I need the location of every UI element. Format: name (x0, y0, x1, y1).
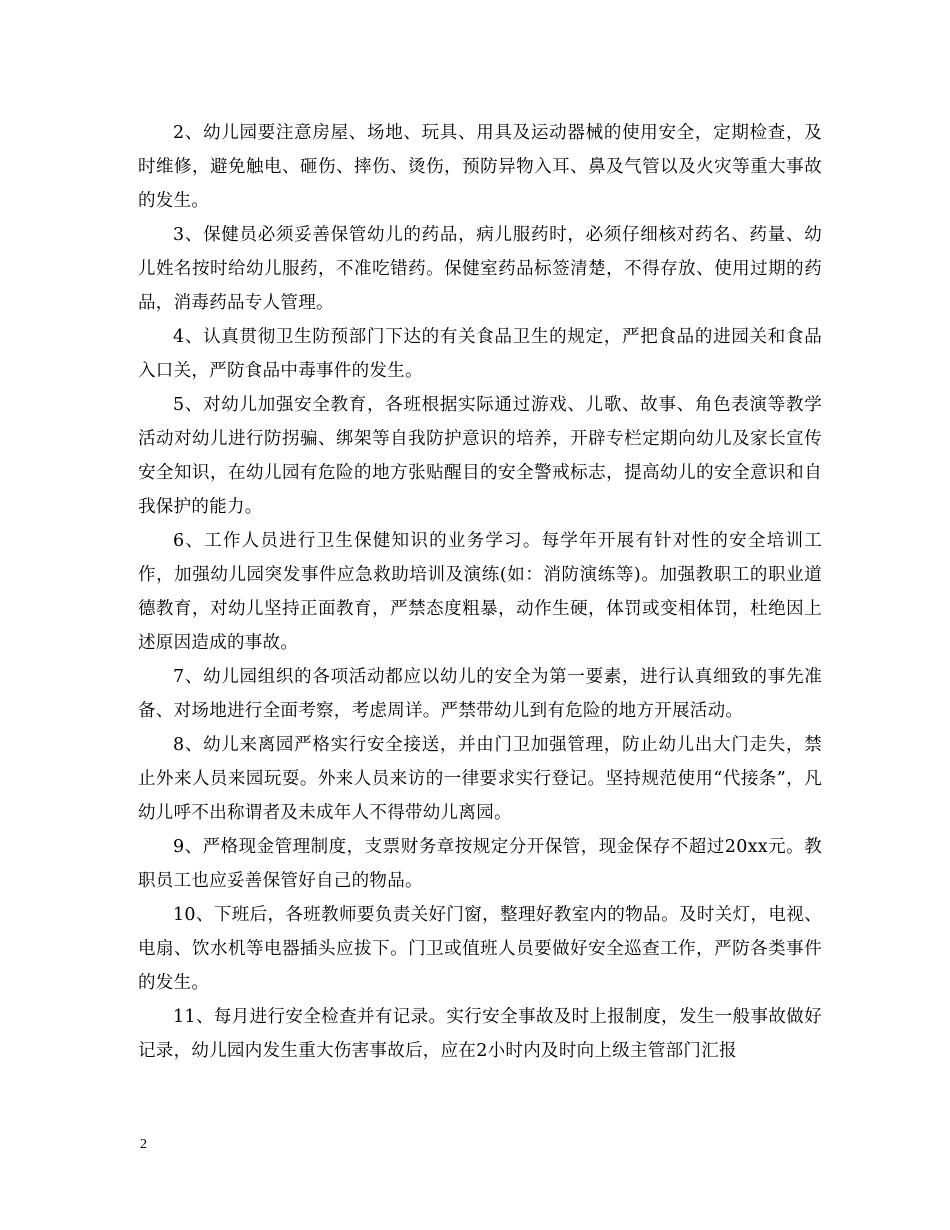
document-body (138, 116, 822, 1068)
page-number: 2 (140, 1137, 147, 1152)
paragraph-item-11: 11、每月进行安全检查并有记录。实行安全事故及时上报制度，发生一般事故做好记录，幼儿园内发生重大伤害事故后，应在2小时内及时向上级主管部门汇报 (138, 1007, 822, 1061)
paragraph-item-7: 7、幼儿园组织的各项活动都应以幼儿的安全为第一要素，进行认真细致的事先准备、对场地进行全面考察，考虑周详。严禁带幼儿到有危险的地方开展活动。 (138, 667, 822, 721)
paragraph-item-9: 9、严格现金管理制度，支票财务章按规定分开保管，现金保存不超过20xx元。教职员工也应妥善保管好自己的物品。 (138, 837, 822, 891)
paragraph-item-3: 3、保健员必须妥善保管幼儿的药品，病儿服药时，必须仔细核对药名、药量、幼儿姓名按时给幼儿服药，不准吃错药。保健室药品标签清楚，不得存放、使用过期的药品，消毒药品专人管理。 (138, 225, 822, 313)
paragraph-item-2: 2、幼儿园要注意房屋、场地、玩具、用具及运动器械的使用安全，定期检查，及时维修，避免触电、砸伤、摔伤、烫伤，预防异物入耳、鼻及气管以及火灾等重大事故的发生。 (138, 123, 822, 211)
paragraph-item-10: 10、下班后，各班教师要负责关好门窗，整理好教室内的物品。及时关灯，电视、电扇、饮水机等电器插头应拔下。门卫或值班人员要做好安全巡查工作，严防各类事件的发生。 (138, 905, 822, 993)
paragraph-item-8: 8、幼儿来离园严格实行安全接送，并由门卫加强管理，防止幼儿出大门走失，禁止外来人员来园玩耍。外来人员来访的一律要求实行登记。坚持规范使用“代接条”，凡幼儿呼不出称谓者及未成年人不得带幼儿离园。 (138, 735, 822, 823)
paragraph-item-5: 5、对幼儿加强安全教育，各班根据实际通过游戏、儿歌、故事、角色表演等教学活动对幼儿进行防拐骗、绑架等自我防护意识的培养，开辟专栏定期向幼儿及家长宣传安全知识，在幼儿园有危险的地方张贴醒目的安全警戒标志，提高幼儿的安全意识和自我保护的能力。 (138, 395, 822, 517)
paragraph-item-6: 6、工作人员进行卫生保健知识的业务学习。每学年开展有针对性的安全培训工作，加强幼儿园突发事件应急救助培训及演练(如：消防演练等)。加强教职工的职业道德教育，对幼儿坚持正面教育，严禁态度粗暴，动作生硬，体罚或变相体罚，杜绝因上述原因造成的事故。 (138, 531, 822, 653)
paragraph-item-4: 4、认真贯彻卫生防预部门下达的有关食品卫生的规定，严把食品的进园关和食品入口关，严防食品中毒事件的发生。 (138, 327, 822, 381)
